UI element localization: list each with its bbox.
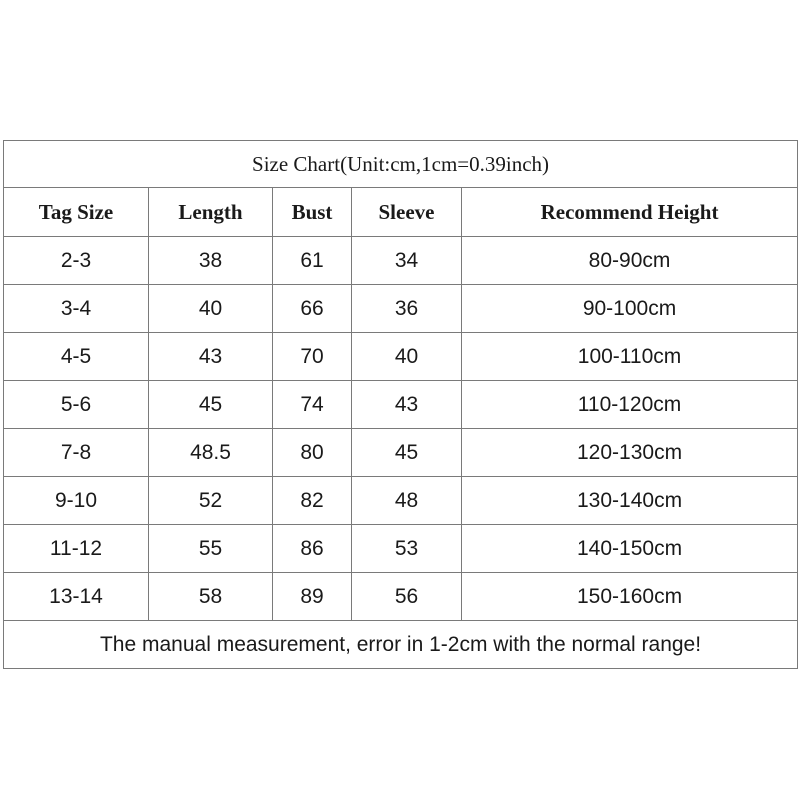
- length-cell: 43: [149, 333, 273, 381]
- table-row: [4, 477, 798, 525]
- length-cell: 48.5: [149, 429, 273, 477]
- length-cell: 38: [149, 237, 273, 285]
- bust-cell: 74: [273, 381, 352, 429]
- length-cell: 52: [149, 477, 273, 525]
- sleeve-cell: 53: [352, 525, 462, 573]
- table-row: [4, 429, 798, 477]
- sleeve-cell: 56: [352, 573, 462, 621]
- recommend-height-cell: 150-160cm: [462, 573, 798, 621]
- recommend-height-cell: 100-110cm: [462, 333, 798, 381]
- table-row: [4, 237, 798, 285]
- chart-title: Size Chart(Unit:cm,1cm=0.39inch): [4, 141, 798, 188]
- column-header-tag-size: Tag Size: [4, 188, 149, 237]
- bust-cell: 61: [273, 237, 352, 285]
- column-header-length: Length: [149, 188, 273, 237]
- sleeve-cell: 40: [352, 333, 462, 381]
- length-cell: 58: [149, 573, 273, 621]
- recommend-height-cell: 130-140cm: [462, 477, 798, 525]
- sleeve-cell: 43: [352, 381, 462, 429]
- sleeve-cell: 45: [352, 429, 462, 477]
- tag-size-cell: 13-14: [4, 573, 149, 621]
- column-header-bust: Bust: [273, 188, 352, 237]
- title-row: [4, 141, 798, 188]
- recommend-height-cell: 120-130cm: [462, 429, 798, 477]
- recommend-height-cell: 140-150cm: [462, 525, 798, 573]
- header-row: [4, 188, 798, 237]
- sleeve-cell: 36: [352, 285, 462, 333]
- table-row: [4, 333, 798, 381]
- bust-cell: 66: [273, 285, 352, 333]
- tag-size-cell: 7-8: [4, 429, 149, 477]
- tag-size-cell: 9-10: [4, 477, 149, 525]
- bust-cell: 82: [273, 477, 352, 525]
- measurement-note: The manual measurement, error in 1-2cm with the normal range!: [4, 621, 798, 669]
- length-cell: 55: [149, 525, 273, 573]
- bust-cell: 86: [273, 525, 352, 573]
- recommend-height-cell: 80-90cm: [462, 237, 798, 285]
- sleeve-cell: 34: [352, 237, 462, 285]
- table-row: [4, 525, 798, 573]
- size-chart-table: [3, 140, 798, 669]
- footer-row: [4, 621, 798, 669]
- bust-cell: 80: [273, 429, 352, 477]
- tag-size-cell: 5-6: [4, 381, 149, 429]
- tag-size-cell: 11-12: [4, 525, 149, 573]
- table-row: [4, 285, 798, 333]
- tag-size-cell: 4-5: [4, 333, 149, 381]
- table-row: [4, 573, 798, 621]
- length-cell: 40: [149, 285, 273, 333]
- recommend-height-cell: 110-120cm: [462, 381, 798, 429]
- recommend-height-cell: 90-100cm: [462, 285, 798, 333]
- bust-cell: 70: [273, 333, 352, 381]
- bust-cell: 89: [273, 573, 352, 621]
- column-header-sleeve: Sleeve: [352, 188, 462, 237]
- tag-size-cell: 2-3: [4, 237, 149, 285]
- column-header-recommend-height: Recommend Height: [462, 188, 798, 237]
- table-row: [4, 381, 798, 429]
- tag-size-cell: 3-4: [4, 285, 149, 333]
- length-cell: 45: [149, 381, 273, 429]
- sleeve-cell: 48: [352, 477, 462, 525]
